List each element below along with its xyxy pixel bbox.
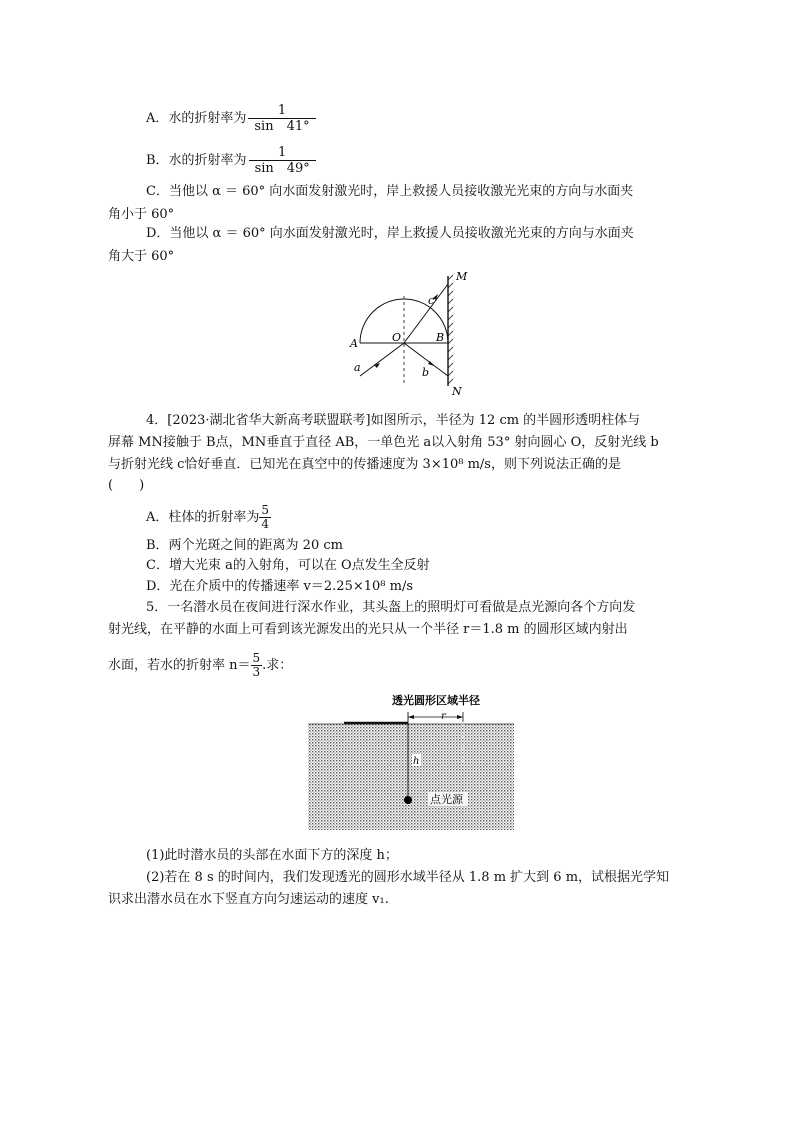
- q5-stem-line1: 5．一名潜水员在夜间进行深水作业，其头盔上的照明灯可看做是点光源向各个方向发: [146, 600, 636, 615]
- screen-hatch: [448, 275, 453, 384]
- label-a-point: A: [350, 337, 358, 350]
- q5-sub2-line1: (2)若在 8 s 的时间内，我们发现透光的圆形水域半径从 1.8 m 扩大到 6 m，试根据光学知: [146, 870, 670, 885]
- water-body: [308, 724, 514, 830]
- q3-option-d-line1: D．当他以 α ＝ 60° 向水面发射激光时，岸上救援人员接收激光光束的方向与水面夹: [146, 226, 634, 241]
- fraction: $\frac{5}{4}$: [261, 503, 270, 531]
- ray-a: [360, 343, 404, 376]
- label-b-point: B: [436, 331, 445, 344]
- label-h: h: [413, 756, 420, 767]
- q4-stem-line3: 与折射光线 c恰好垂直．已知光在真空中的传播速度为 3×10⁸ m/s，则下列说法正确的是: [108, 457, 621, 472]
- label-ray-c: c: [428, 294, 435, 307]
- semicircle-figure: [340, 268, 480, 400]
- fraction: $\frac{1}{\sin 49^\circ}$: [249, 145, 316, 176]
- q5-stem-line2: 射光线，在平静的水面上可看到该光源发出的光只从一个半径 r＝1.8 m 的圆形区域内射出: [108, 622, 628, 637]
- figure-title: 透光圆形区域半径: [392, 694, 480, 707]
- label-n: N: [452, 385, 462, 398]
- label-o: O: [392, 331, 402, 344]
- label-m: M: [456, 270, 468, 283]
- label-r: r: [441, 711, 446, 722]
- q5-sub2-line2: 识求出潜水员在水下竖直方向匀速运动的速度 v₁.: [108, 892, 389, 907]
- q3-option-a: A．水的折射率为 $\frac{1}{\sin 41^\circ}$: [146, 103, 316, 134]
- q5-sub1: (1)此时潜水员的头部在水面下方的深度 h；: [146, 848, 398, 863]
- q3-option-c-line2: 角小于 60°: [108, 207, 175, 222]
- q4-stem-line1: 4．[2023·湖北省华大新高考联盟联考]如图所示，半径为 12 cm 的半圆形透明柱体与: [146, 413, 641, 428]
- point-source-dot: [404, 796, 412, 804]
- q3-option-b: B．水的折射率为 $\frac{1}{\sin 49^\circ}$: [146, 145, 316, 176]
- water-figure: [300, 688, 522, 834]
- label-ray-a: a: [354, 361, 361, 374]
- q4-option-c: C．增大光束 a的入射角，可以在 O点发生全反射: [146, 558, 430, 573]
- q4-option-d: D．光在介质中的传播速率 v＝2.25×10⁸ m/s: [146, 579, 414, 594]
- q4-option-a: A．柱体的折射率为 $\frac{5}{4}$: [146, 503, 270, 531]
- q5-stem-line3: 水面，若水的折射率 n＝ $\frac{5}{3}$ .求：: [108, 651, 293, 679]
- q4-option-b: B．两个光斑之间的距离为 20 cm: [146, 538, 343, 553]
- q4-answer-blank: ( ): [108, 478, 145, 493]
- label-ray-b: b: [422, 366, 430, 379]
- fraction: $\frac{1}{\sin 41^\circ}$: [248, 103, 315, 134]
- q3-option-c-line1: C．当他以 α ＝ 60° 向水面发射激光时，岸上救援人员接收激光光束的方向与水面夹: [146, 184, 634, 199]
- q3-option-d-line2: 角大于 60°: [108, 249, 175, 264]
- fraction: $\frac{5}{3}$: [252, 651, 261, 679]
- q4-stem-line2: 屏幕 MN接触于 B点，MN垂直于直径 AB，一单色光 a以入射角 53° 射向圆心 O，反射光线 b: [108, 435, 659, 450]
- label-point-source: 点光源: [430, 793, 463, 806]
